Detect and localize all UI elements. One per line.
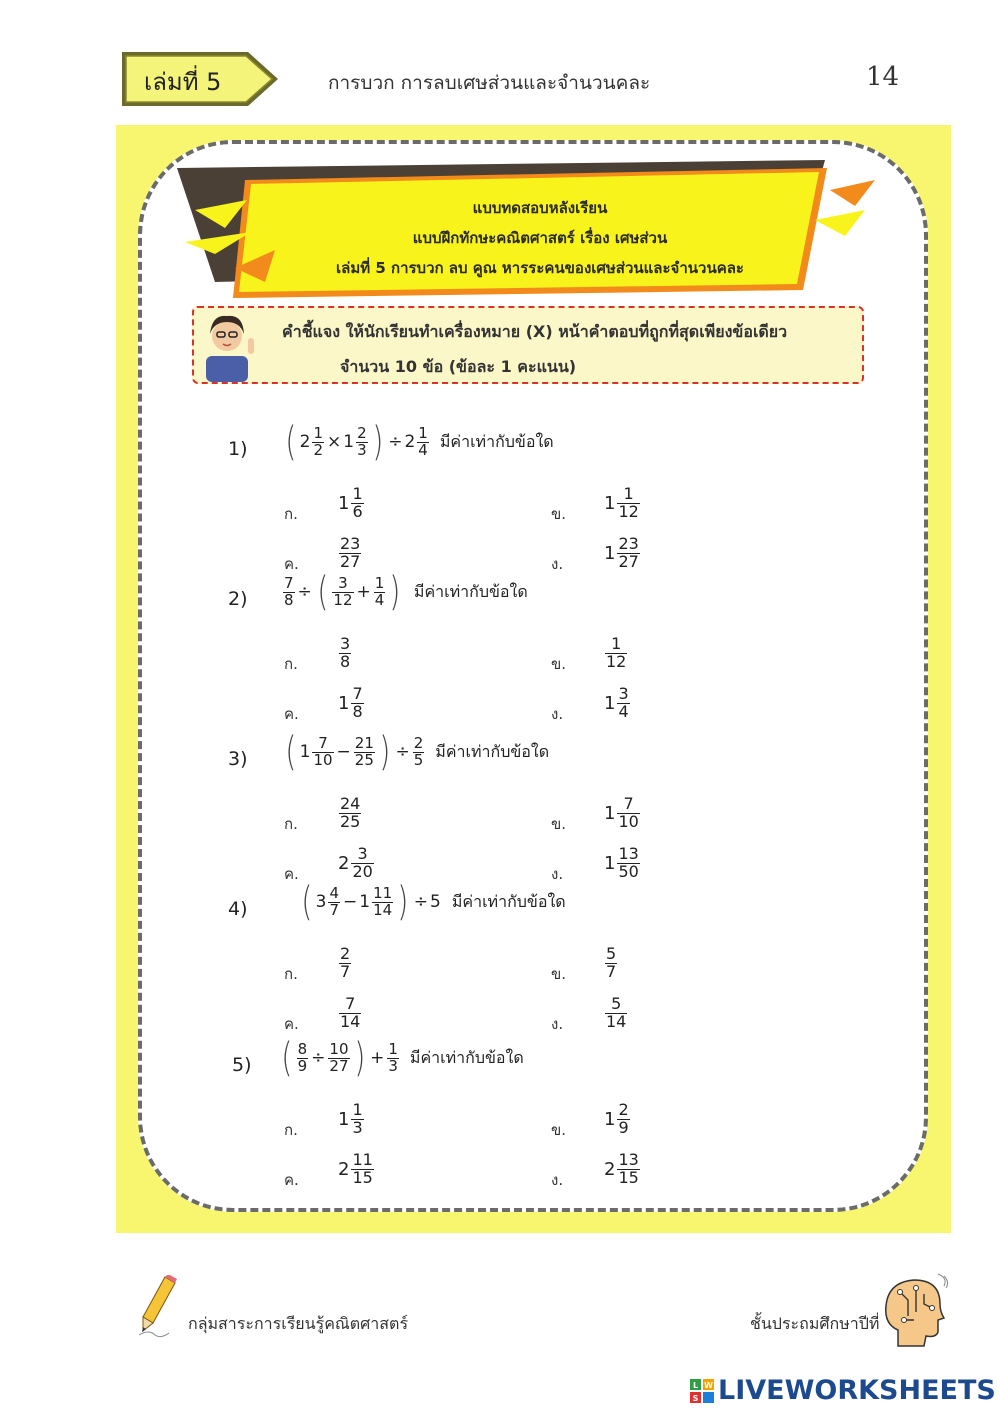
denominator: 4 [618,701,629,721]
operator: ÷ [297,582,312,602]
denominator: 4 [374,590,385,609]
math-number [282,573,296,609]
math-number [373,573,387,609]
open-paren: ( [285,729,297,775]
math-expression [282,569,528,615]
close-paren: ) [389,569,401,615]
fraction [374,573,386,609]
fraction [297,1039,309,1075]
whole-part: 1 [299,742,311,762]
operator: ÷ [311,1048,326,1068]
option-value [338,996,362,1031]
liveworksheets-logo[interactable] [690,1375,996,1406]
math-number [338,946,352,981]
option-letter[interactable]: ง. [551,1171,564,1189]
numerator: 7 [352,684,363,703]
numerator: 21 [354,733,374,752]
fraction [339,636,351,671]
whole-part: 2 [338,852,350,874]
denominator: 3 [388,1056,398,1075]
denominator: 10 [313,750,333,769]
numerator: 2 [340,944,351,963]
close-paren: ) [379,729,391,775]
book-label: เล่มที่ 5 [144,68,222,96]
option-value [604,636,628,671]
numerator: 1 [352,1100,363,1119]
math-number [338,1152,375,1187]
option-value [604,1102,631,1137]
option-letter[interactable]: ค. [284,705,299,723]
numerator: 3 [357,844,368,863]
option-value [338,486,365,521]
option-value [338,1102,365,1137]
option-letter[interactable]: ค. [284,555,299,573]
fraction [351,486,363,521]
math-number [412,733,426,769]
numerator: 23 [340,534,361,553]
numerator: 5 [611,994,622,1013]
fraction [339,796,361,831]
whole-part: 2 [404,432,416,452]
denominator: 12 [333,590,353,609]
numerator: 11 [352,1150,373,1169]
question-prompt: มีค่าเท่ากับข้อใด [439,431,554,451]
math-number [604,536,641,571]
denominator: 12 [618,501,639,521]
operator: ÷ [388,432,403,452]
instruction-line2: จำนวน 10 ข้อ (ข้อละ 1 คะแนน) [340,357,577,376]
fraction [351,1102,363,1137]
denominator: 27 [340,551,361,571]
option-value [604,946,618,981]
option-letter[interactable]: ค. [284,1015,299,1033]
math-number [338,996,362,1031]
pencil-icon [135,1275,185,1337]
numerator: 8 [297,1039,308,1058]
math-number [343,423,368,459]
fraction [356,423,368,459]
numerator: 2 [357,423,367,442]
fraction [328,1039,349,1075]
operator: × [326,432,342,452]
close-paren: ) [371,419,383,465]
option-letter[interactable]: ง. [551,1015,564,1033]
math-number [299,733,335,769]
fraction [339,536,361,571]
question-prompt: มีค่าเท่ากับข้อใด [413,581,528,601]
numerator: 2 [618,1100,629,1119]
fraction [605,946,617,981]
math-number [430,892,442,912]
option-value [604,846,641,881]
fraction [605,636,627,671]
option-letter[interactable]: ข. [551,965,567,983]
option-letter[interactable]: ค. [284,865,299,883]
fraction [351,846,373,881]
numerator: 1 [374,573,385,592]
numerator: 7 [284,573,294,592]
math-number [604,796,641,831]
denominator: 3 [352,1117,363,1137]
whole-part: 2 [338,1158,350,1180]
close-paren: ) [353,1035,365,1081]
whole-part: 1 [604,852,616,874]
fraction [617,686,629,721]
fraction [387,1039,399,1075]
operator: + [370,1048,385,1068]
option-letter[interactable]: ก. [284,655,298,673]
close-paren: ) [397,879,409,925]
teacher-illustration [196,308,260,382]
whole-part: 1 [338,692,350,714]
denominator: 4 [418,440,428,459]
denominator: 25 [340,811,361,831]
numerator: 5 [606,944,617,963]
denominator: 7 [329,900,339,919]
option-letter[interactable]: ก. [284,965,298,983]
worksheet-card [138,140,928,1212]
banner-title-line2: แบบฝึกทักษะคณิตศาสตร์ เรื่อง เศษส่วน [412,229,668,247]
numerator: 1 [623,484,634,503]
option-value [604,536,641,571]
whole-part: 2 [604,1158,616,1180]
denominator: 20 [352,861,373,881]
denominator: 14 [606,1011,627,1031]
option-letter[interactable]: ข. [551,505,567,523]
numerator: 1 [611,634,622,653]
option-letter[interactable]: ง. [551,705,564,723]
numerator: 1 [352,484,363,503]
fraction [351,1152,373,1187]
operator: ÷ [395,742,410,762]
fraction [413,733,425,769]
banner-title-line1: แบบทดสอบหลังเรียน [472,199,608,217]
question-number: 2) [228,588,248,610]
math-number [338,486,365,521]
numerator: 1 [388,1039,398,1058]
numerator: 11 [373,883,393,902]
option-letter[interactable]: ข. [551,655,567,673]
page-number: 14 [866,62,900,92]
numerator: 2 [413,733,424,752]
denominator: 14 [373,900,393,919]
whole-part: 1 [343,432,355,452]
denominator: 3 [357,440,367,459]
math-number [353,733,376,769]
denominator: 8 [284,590,294,609]
option-letter[interactable]: ค. [284,1171,299,1189]
option-value [338,636,352,671]
math-number [604,1102,631,1137]
question-number: 3) [228,748,248,770]
option-value [338,796,362,831]
fraction [328,883,340,919]
fraction [617,1102,629,1137]
option-letter[interactable]: ก. [284,1121,298,1139]
denominator: 2 [313,440,323,459]
fraction [605,996,627,1031]
question-prompt: มีค่าเท่ากับข้อใด [409,1047,524,1067]
numerator: 7 [345,994,356,1013]
option-value [338,536,362,571]
math-number [327,1039,350,1075]
denominator: 5 [413,750,424,769]
footer-grade: ชั้นประถมศึกษาปีที่ [750,1314,880,1333]
operator: − [336,742,351,762]
footer-subject: กลุ่มสาระการเรียนรู้คณิตศาสตร์ [188,1314,409,1333]
fraction [617,486,639,521]
numerator: 3 [618,684,629,703]
option-value [604,796,641,831]
fraction [339,996,361,1031]
fraction [417,423,429,459]
option-letter[interactable]: ง. [551,555,564,573]
question-prompt: มีค่าเท่ากับข้อใด [451,891,566,911]
whole-part: 5 [430,892,441,912]
numerator: 10 [329,1039,349,1058]
math-number [604,946,618,981]
numerator: 13 [618,1150,639,1169]
option-value [604,996,628,1031]
operator: + [356,582,371,602]
math-number [315,883,341,919]
math-number [299,423,325,459]
whole-part: 1 [338,492,350,514]
whole-part: 1 [604,542,616,564]
numerator: 7 [623,794,634,813]
math-number [359,883,394,919]
whole-part: 1 [338,1108,350,1130]
option-letter[interactable]: ก. [284,505,298,523]
fraction [354,733,375,769]
math-number [338,536,362,571]
fraction [617,796,639,831]
option-value [338,946,352,981]
operator: − [342,892,358,912]
denominator: 9 [297,1056,308,1075]
option-value [338,846,375,881]
math-number [338,796,362,831]
denominator: 8 [340,651,351,671]
numerator: 13 [618,844,639,863]
fraction [617,846,639,881]
math-number [604,636,628,671]
denominator: 9 [618,1117,629,1137]
numerator: 3 [340,634,351,653]
denominator: 27 [329,1056,349,1075]
math-number [331,573,354,609]
denominator: 12 [606,651,627,671]
head-circuit-icon [878,1272,950,1352]
denominator: 27 [618,551,639,571]
svg-text:L: L [692,1380,699,1390]
question-number: 1) [228,438,248,460]
svg-text:S: S [692,1393,699,1403]
svg-text:W: W [704,1380,713,1390]
math-number [604,996,628,1031]
question-prompt: มีค่าเท่ากับข้อใด [435,741,550,761]
whole-part: 1 [359,892,371,912]
open-paren: ( [285,419,297,465]
option-value [604,1152,641,1187]
denominator: 50 [618,861,639,881]
liveworksheets-brand-text: LIVEWORKSHEETS [718,1375,996,1406]
math-number [604,686,631,721]
denominator: 14 [340,1011,361,1031]
open-paren: ( [281,1035,293,1081]
math-number [338,1102,365,1137]
denominator: 8 [352,701,363,721]
fraction [339,946,351,981]
option-letter[interactable]: ก. [284,815,298,833]
whole-part: 3 [315,892,327,912]
open-paren: ( [317,569,329,615]
option-value [338,686,365,721]
numerator: 1 [313,423,323,442]
fraction [617,1152,639,1187]
math-number [386,1039,400,1075]
fraction [351,686,363,721]
math-expression [282,729,550,775]
math-expression [282,419,554,465]
fraction [372,883,393,919]
question-number: 5) [232,1054,252,1076]
numerator: 4 [329,883,339,902]
numerator: 24 [340,794,361,813]
option-value [604,486,641,521]
math-number [604,1152,641,1187]
option-letter[interactable]: ง. [551,865,564,883]
instruction-line1: คำชี้แจง ให้นักเรียนทำเครื่องหมาย (X) หน้าคำตอบที่ถูกที่สุดเพียงข้อเดียว [282,322,788,341]
denominator: 7 [606,961,617,981]
fraction [312,423,324,459]
question-number: 4) [228,898,248,920]
denominator: 15 [618,1167,639,1187]
option-value [604,686,631,721]
fraction [332,573,353,609]
whole-part: 1 [604,1108,616,1130]
math-number [338,846,375,881]
open-paren: ( [301,879,313,925]
option-value [338,1152,375,1187]
whole-part: 1 [604,802,616,824]
math-number [296,1039,310,1075]
denominator: 10 [618,811,639,831]
numerator: 7 [318,733,328,752]
banner-title-line3: เล่มที่ 5 การบวก ลบ คูณ หารระคนของเศษส่วนและจำนวนคละ [336,259,744,277]
denominator: 7 [340,961,351,981]
denominator: 6 [352,501,363,521]
denominator: 25 [354,750,374,769]
numerator: 3 [338,573,348,592]
denominator: 15 [352,1167,373,1187]
math-number [604,486,641,521]
math-number [404,423,429,459]
liveworksheets-logo-icon [690,1379,714,1403]
fraction [312,733,333,769]
option-letter[interactable]: ข. [551,1121,567,1139]
whole-part: 1 [604,492,616,514]
math-number [604,846,641,881]
operator: ÷ [413,892,429,912]
math-number [338,636,352,671]
fraction [283,573,295,609]
math-expression [278,1035,524,1081]
numerator: 23 [618,534,639,553]
header-title: การบวก การลบเศษส่วนและจำนวนคละ [328,72,651,94]
whole-part: 2 [299,432,311,452]
math-expression [298,879,566,925]
fraction [617,536,639,571]
numerator: 1 [418,423,428,442]
math-number [338,686,365,721]
whole-part: 1 [604,692,616,714]
option-letter[interactable]: ข. [551,815,567,833]
